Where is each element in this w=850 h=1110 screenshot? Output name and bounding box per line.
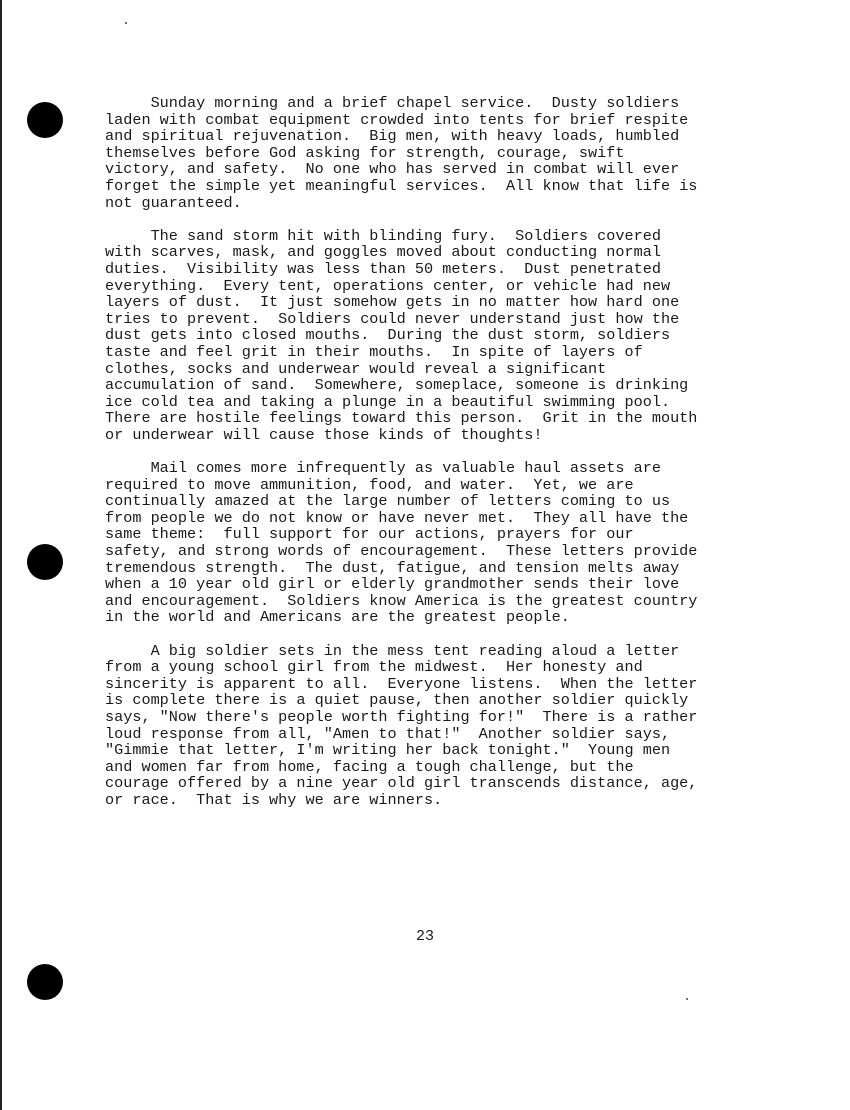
text-line: clothes, socks and underwear would reveal a significant xyxy=(105,359,607,378)
punch-hole-top xyxy=(27,102,63,138)
text-line: safety, and strong words of encouragement. These letters provide xyxy=(105,542,698,561)
text-line: or race. That is why we are winners. xyxy=(105,790,443,809)
text-line: loud response from all, "Amen to that!" Another soldier says, xyxy=(105,724,671,743)
text-line: ice cold tea and taking a plunge in a beautiful swimming pool. xyxy=(105,392,671,411)
text-line: victory, and safety. No one who has served in combat will ever xyxy=(105,160,680,179)
text-line: required to move ammunition, food, and water. Yet, we are xyxy=(105,475,634,494)
punch-hole-middle xyxy=(27,544,63,580)
page-number: 23 xyxy=(415,928,434,945)
text-line: in the world and Americans are the greatest people. xyxy=(105,608,570,627)
paragraph xyxy=(105,228,815,444)
text-line: and spiritual rejuvenation. Big men, with heavy loads, humbled xyxy=(105,127,680,146)
text-line: duties. Visibility was less than 50 meters. Dust penetrated xyxy=(105,259,661,278)
text-line: and encouragement. Soldiers know America is the greatest country xyxy=(105,591,698,610)
text-line: Mail comes more infrequently as valuable haul assets are xyxy=(105,459,661,478)
text-line: same theme: full support for our actions, prayers for our xyxy=(105,525,634,544)
paragraph xyxy=(105,95,815,211)
text-line: when a 10 year old girl or elderly grandmother sends their love xyxy=(105,575,680,594)
text-line: from a young school girl from the midwest. Her honesty and xyxy=(105,658,643,677)
text-line: dust gets into closed mouths. During the dust storm, soldiers xyxy=(105,326,671,345)
text-line: is complete there is a quiet pause, then another soldier quickly xyxy=(105,691,689,710)
text-line: Sunday morning and a brief chapel service. Dusty soldiers xyxy=(105,94,680,112)
text-line: everything. Every tent, operations center, or vehicle had new xyxy=(105,276,671,295)
text-line: themselves before God asking for strength, courage, swift xyxy=(105,143,625,162)
text-line: says, "Now there's people worth fighting for!" There is a rather xyxy=(105,707,698,726)
text-line: accumulation of sand. Somewhere, someplace, someone is drinking xyxy=(105,376,689,395)
document-body xyxy=(105,95,815,825)
text-line: courage offered by a nine year old girl transcends distance, age, xyxy=(105,774,698,793)
text-line: layers of dust. It just somehow gets in no matter how hard one xyxy=(105,293,680,312)
text-line: "Gimmie that letter, I'm writing her back tonight." Young men xyxy=(105,741,671,760)
text-line: from people we do not know or have never met. They all have the xyxy=(105,508,689,527)
text-line: and women far from home, facing a tough challenge, but the xyxy=(105,757,634,776)
text-line: laden with combat equipment crowded into tents for brief respite xyxy=(105,110,689,129)
punch-hole-bottom xyxy=(27,964,63,1000)
text-line: tremendous strength. The dust, fatigue, and tension melts away xyxy=(105,558,680,577)
text-line: tries to prevent. Soldiers could never understand just how the xyxy=(105,309,680,328)
text-line: with scarves, mask, and goggles moved about conducting normal xyxy=(105,243,661,262)
text-line: A big soldier sets in the mess tent reading aloud a letter xyxy=(105,641,680,660)
paragraph xyxy=(105,460,815,626)
text-line: or underwear will cause those kinds of thoughts! xyxy=(105,425,543,444)
text-line: The sand storm hit with blinding fury. Soldiers covered xyxy=(105,226,661,245)
paragraph xyxy=(105,643,815,809)
text-line: There are hostile feelings toward this person. Grit in the mouth xyxy=(105,409,698,428)
text-line: continually amazed at the large number of letters coming to us xyxy=(105,492,671,511)
text-line: forget the simple yet meaningful services. All know that life is xyxy=(105,176,698,195)
text-line: not guaranteed. xyxy=(105,193,242,212)
scan-speck xyxy=(686,998,688,1000)
text-line: sincerity is apparent to all. Everyone listens. When the letter xyxy=(105,674,698,693)
scan-speck xyxy=(125,22,127,24)
text-line: taste and feel grit in their mouths. In spite of layers of xyxy=(105,342,643,361)
